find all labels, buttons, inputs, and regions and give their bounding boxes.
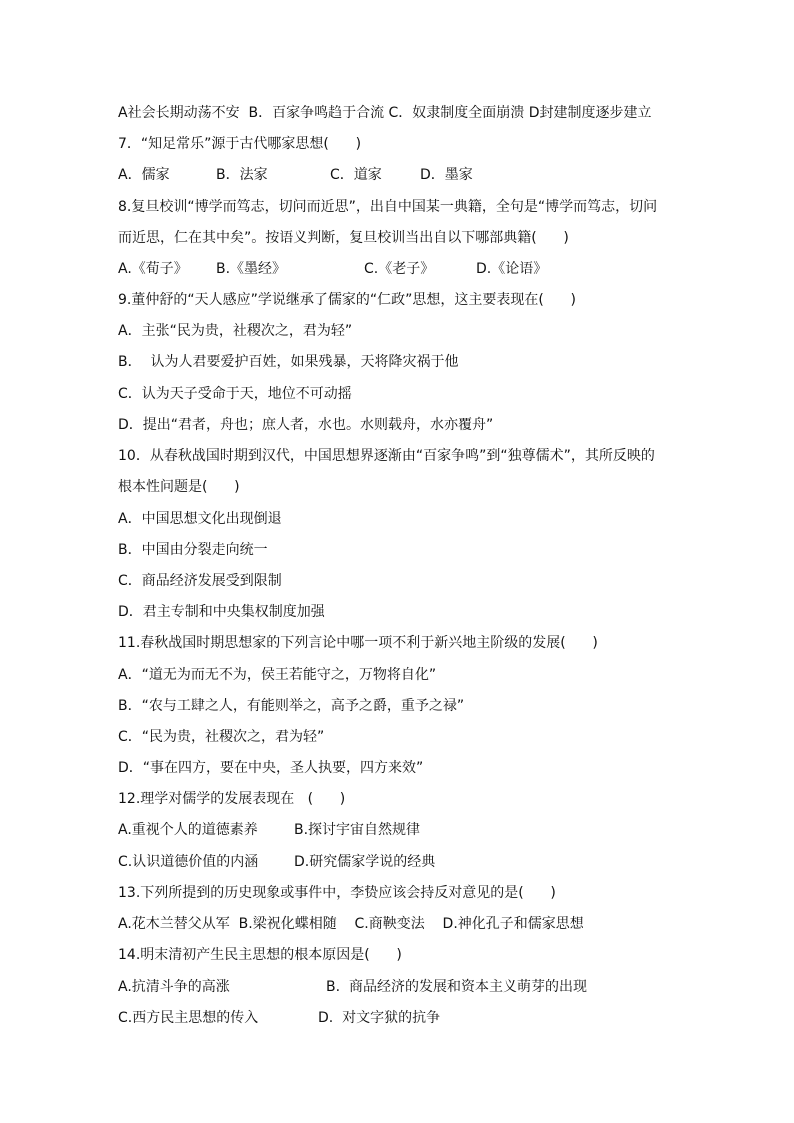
q12-stem: 12.理学对儒学的发展表现在 ( ) — [118, 791, 346, 807]
q7-option-d: D．墨家 — [420, 167, 473, 183]
q7-option-a: A．儒家 — [118, 167, 170, 183]
q7-option-b: B．法家 — [216, 167, 268, 183]
q12-option-d: D.研究儒家学说的经典 — [294, 854, 436, 870]
q11-option-a: A．“道无为而无不为，侯王若能守之，万物将自化” — [118, 667, 437, 683]
q11-option-b: B．“农与工肆之人，有能则举之，高予之爵，重予之禄” — [118, 698, 465, 714]
q11-option-d: D．“事在四方，要在中央，圣人执要，四方来效” — [118, 760, 424, 776]
q10-option-d: D．君主专制和中央集权制度加强 — [118, 604, 325, 620]
q8-option-a: A.《荀子》 — [118, 261, 188, 277]
q10-option-c: C．商品经济发展受到限制 — [118, 573, 282, 589]
q12-option-b: B.探讨宇宙自然规律 — [294, 822, 421, 838]
q9-option-c: C．认为天子受命于天，地位不可动摇 — [118, 386, 352, 402]
q8-stem-line1: 8.复旦校训“博学而笃志，切问而近思”，出自中国某一典籍，全句是“博学而笃志，切问 — [118, 199, 658, 215]
q8-stem-line2: 而近思，仁在其中矣”。按语义判断，复旦校训当出自以下哪部典籍( ) — [118, 230, 569, 246]
q11-stem: 11.春秋战国时期思想家的下列言论中哪一项不利于新兴地主阶级的发展( ) — [118, 635, 598, 651]
q14-option-c: C.西方民主思想的传入 — [118, 1010, 259, 1026]
q7-stem: 7．“知足常乐”源于古代哪家思想( ) — [118, 136, 362, 152]
q10-stem-line2: 根本性问题是( ) — [118, 479, 240, 495]
q9-option-d: D．提出“君者，舟也；庶人者，水也。水则载舟，水亦覆舟” — [118, 417, 494, 433]
q6-options-line: A社会长期动荡不安 B．百家争鸣趋于合流 C．奴隶制度全面崩溃 D封建制度逐步建立 — [118, 105, 652, 121]
q8-option-d: D.《论语》 — [476, 261, 548, 277]
q12-option-a: A.重视个人的道德素养 — [118, 822, 258, 838]
q8-option-b: B.《墨经》 — [216, 261, 287, 277]
q14-option-a: A.抗清斗争的高涨 — [118, 979, 230, 995]
q14-option-d: D. 对文字狱的抗争 — [318, 1010, 441, 1026]
q12-option-c: C.认识道德价值的内涵 — [118, 854, 259, 870]
q7-option-c: C．道家 — [330, 167, 382, 183]
q13-stem: 13.下列所提到的历史现象或事件中，李贽应该会持反对意见的是( ) — [118, 885, 556, 901]
q11-option-c: C．“民为贵，社稷次之，君为轻” — [118, 729, 325, 745]
q13-options-line: A.花木兰替父从军 B.梁祝化蝶相随 C.商鞅变法 D.神化孔子和儒家思想 — [118, 916, 584, 932]
q10-option-b: B．中国由分裂走向统一 — [118, 542, 268, 558]
q10-stem-line1: 10．从春秋战国时期到汉代，中国思想界逐渐由“百家争鸣”到“独尊儒术”，其所反映的 — [118, 448, 655, 464]
q10-option-a: A．中国思想文化出现倒退 — [118, 511, 282, 527]
q14-stem: 14.明末清初产生民主思想的根本原因是( ) — [118, 947, 402, 963]
q9-option-b: B． 认为人君要爱护百姓，如果残暴，天将降灾祸于他 — [118, 354, 459, 370]
q9-stem: 9.董仲舒的“天人感应”学说继承了儒家的“仁政”思想，这主要表现在( ) — [118, 292, 576, 308]
q9-option-a: A．主张“民为贵，社稷次之，君为轻” — [118, 323, 353, 339]
q8-option-c: C.《老子》 — [364, 261, 435, 277]
q14-option-b: B. 商品经济的发展和资本主义萌芽的出现 — [326, 979, 587, 995]
